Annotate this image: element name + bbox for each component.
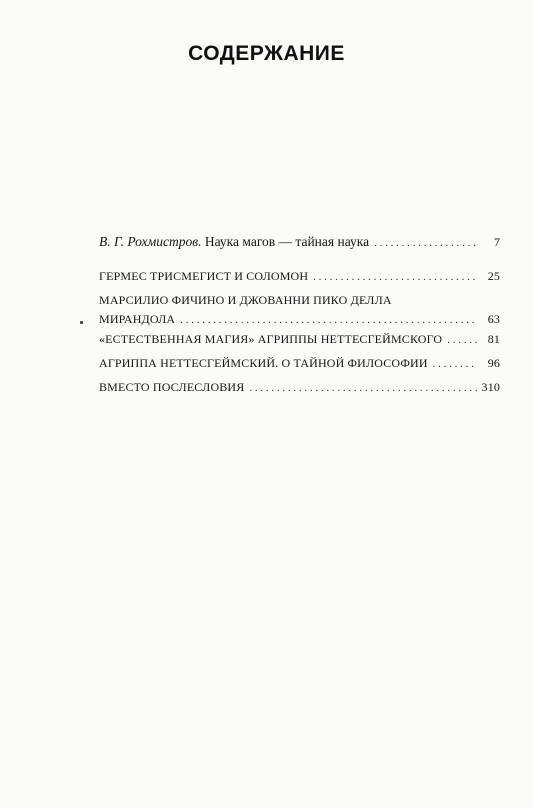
toc-leader-dots — [249, 379, 476, 398]
toc-entry-intro[interactable] — [99, 232, 500, 253]
stray-mark — [80, 321, 83, 324]
toc-leader-dots — [447, 331, 477, 350]
toc-leader-dots — [180, 311, 477, 330]
toc-entry-natural-magic[interactable] — [99, 330, 500, 350]
toc-entry-occult-philosophy[interactable] — [99, 354, 500, 374]
toc-page-number: 25 — [487, 269, 500, 283]
table-of-contents — [99, 232, 500, 398]
toc-entry-title: Наука магов — тайная наука — [204, 234, 370, 249]
toc-leader-dots — [433, 355, 477, 374]
toc-leader-dots — [374, 234, 477, 253]
toc-entry-title: ВМЕСТО ПОСЛЕСЛОВИЯ — [99, 380, 245, 394]
page-title: СОДЕРЖАНИЕ — [188, 42, 345, 65]
toc-entry-text — [99, 232, 369, 251]
toc-entry-title: АГРИППА НЕТТЕСГЕЙМСКИЙ. О ТАЙНОЙ ФИЛОСОФИИ — [99, 356, 428, 370]
toc-leader-dots — [313, 268, 477, 287]
toc-entry-title-line2: МИРАНДОЛА — [99, 312, 176, 326]
toc-entry-title: ГЕРМЕС ТРИСМЕГИСТ И СОЛОМОН — [99, 269, 309, 283]
toc-page-number: 63 — [487, 312, 500, 326]
toc-entry-ficino[interactable] — [99, 291, 500, 330]
toc-entry-title-line1: МАРСИЛИО ФИЧИНО И ДЖОВАННИ ПИКО ДЕЛЛА — [99, 293, 392, 307]
toc-entry-line2 — [99, 310, 500, 330]
toc-page-number: 7 — [494, 235, 500, 249]
toc-page-number: 96 — [487, 356, 500, 370]
toc-entry-hermes[interactable] — [99, 267, 500, 287]
toc-page-number: 310 — [481, 380, 500, 394]
toc-entry-title: «ЕСТЕСТВЕННАЯ МАГИЯ» АГРИППЫ НЕТТЕСГЕЙМСКОГО — [99, 332, 443, 346]
toc-entry-afterword[interactable] — [99, 378, 500, 398]
toc-page-number: 81 — [487, 332, 500, 346]
toc-entry-author: В. Г. Рохмистров. — [99, 234, 202, 249]
